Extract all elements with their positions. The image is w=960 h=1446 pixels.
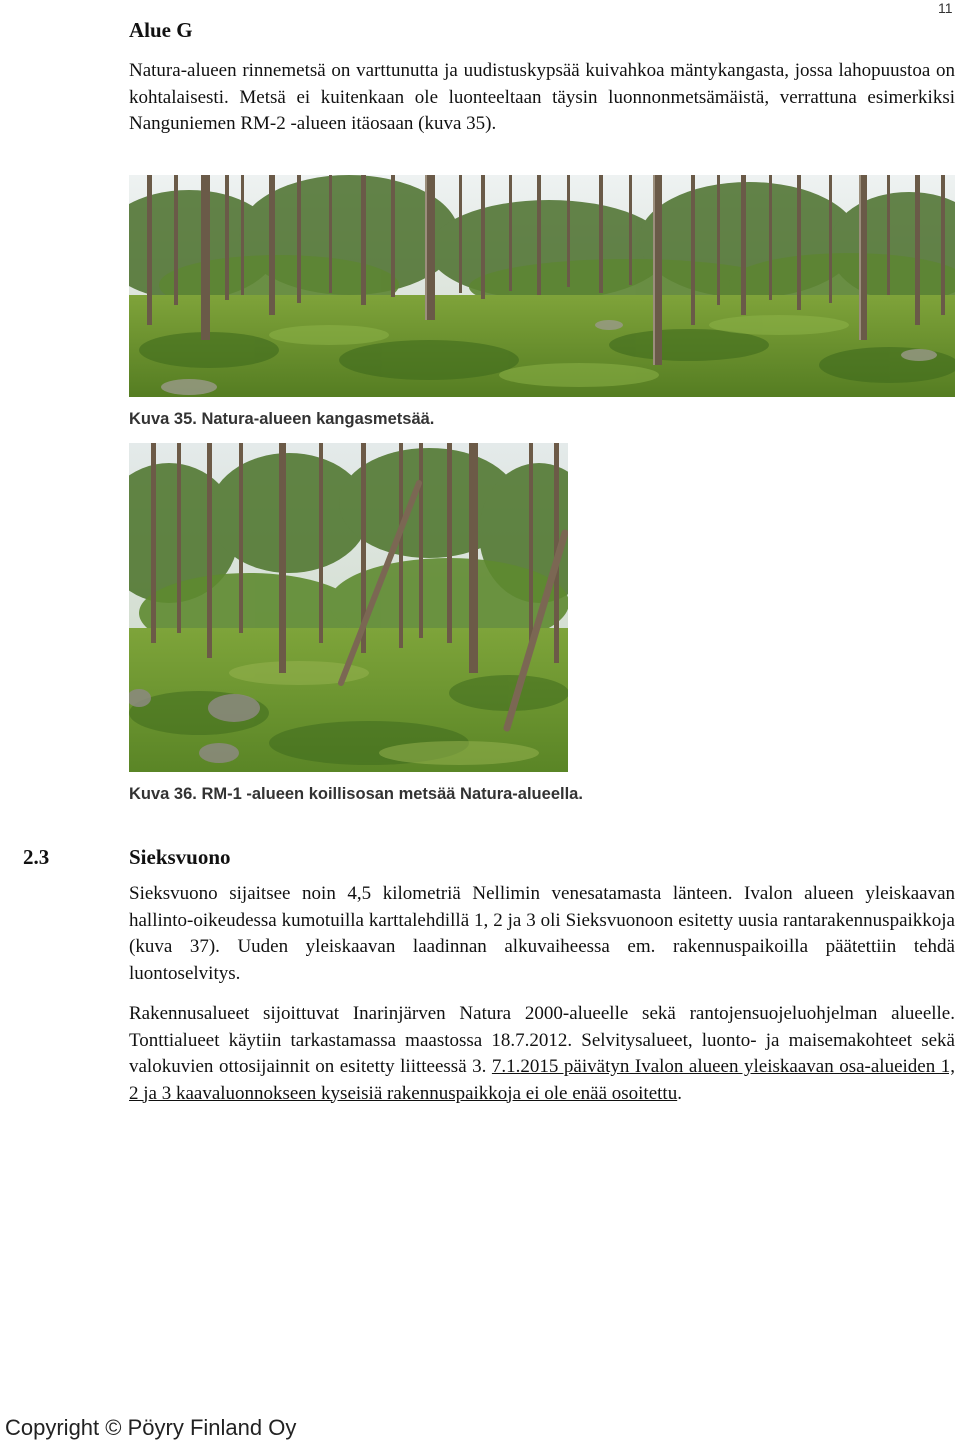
sieksvuono-paragraph-2 bbox=[129, 1001, 955, 1107]
alue-g-paragraph: Natura-alueen rinnemetsä on varttunutta ja uudistuskypsää kuivahkoa mäntykangasta, jossa lahopuustoa on kohtalaisesti. Metsä ei kuitenkaan ole luonteeltaan täysin luonnonmetsämäistä, verrattuna esimerkiksi Nanguniemen RM-2 -alueen itäosaan (kuva 35). bbox=[129, 60, 955, 134]
section-heading-alue-g: Alue G bbox=[129, 18, 193, 42]
paragraph-2-end: . bbox=[677, 1082, 682, 1104]
figure-36-caption: Kuva 36. RM-1 -alueen koillisosan metsää Natura-alueella. bbox=[129, 785, 583, 803]
forest-photo-36 bbox=[129, 443, 568, 772]
copyright-footer: Copyright © Pöyry Finland Oy bbox=[5, 1415, 297, 1440]
sieksvuono-paragraph-1: Sieksvuono sijaitsee noin 4,5 kilometriä Nellimin venesatamasta länteen. Ivalon alueen yleiskaavan hallinto-oikeudessa kumotuilla karttalehdillä 1, 2 ja 3 oli Sieksvuonoon esitetty uusia rantarakennuspaikkoja (kuva 37). Uuden yleiskaavan laadinnan alkuvaiheessa em. rakennuspaikoilla päätettiin tehdä luontoselvitys. bbox=[129, 883, 955, 984]
section-number: 2.3 bbox=[23, 845, 50, 869]
page-number: 11 bbox=[938, 0, 953, 16]
figure-35-caption: Kuva 35. Natura-alueen kangasmetsää. bbox=[129, 410, 435, 428]
paragraph-2-underlined-text: 7.1.2015 päivätyn Ivalon alueen yleiskaavan osa-alueiden 1, 2 ja 3 kaavaluonnokseen kyseisiä rakennuspaikkoja ei ole enää osoitettu bbox=[129, 1056, 955, 1104]
section-title: Sieksvuono bbox=[129, 845, 231, 869]
forest-photo-35 bbox=[129, 175, 955, 397]
paragraph-2-text: Rakennusalueet sijoittuvat Inarinjärven Natura 2000-alueelle sekä rantojensuojeluohjelman alueelle. Tonttialueet käytiin tarkastamassa maastossa 18.7.2012. Selvitysalueet, luonto- ja maisemakohteet sekä valokuvien ottosijainnit on esitetty liitteessä 3. bbox=[129, 1003, 955, 1077]
